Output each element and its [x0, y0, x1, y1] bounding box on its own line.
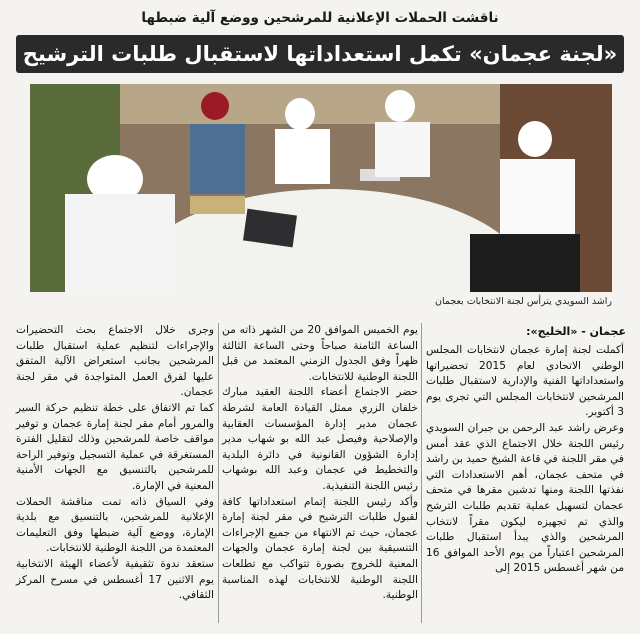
photo-caption: راشد السويدي يترأس لجنة الانتخابات بعجمان [434, 296, 612, 307]
column-1-text: أكملت لجنة إمارة عجمان لانتخابات المجلس الوطني الاتحادي لعام 2015 تحضيراتها واستعداداتها الفنية والإدارية لاستقبال طلبات المرشحين لانتخابات المجلس التي تجرى يوم 3 أكتوبر. وعرض راشد عبد الرحمن بن جبران السويدي رئيس اللجنة خلال الاجتماع الذي عقد أمس في مقر اللجنة في قاعة الشيخ حميد بن راشد في متحف عجمان، أهم الاستعدادات التي نفذتها اللجنة ومنها تدشين مقرها في متحف عجمان لتسهيل عملية تقديم طلبات الترشح والذي تم تجهيزه ليكون مقراً لانتخاب المرشحين والذي يبدأ استقبال طلبات المرشحين اعتباراً من يوم الأحد الموافق 16 من شهر أغسطس 2015 إلى [426, 344, 624, 575]
column-divider [421, 323, 422, 623]
kicker: ناقشت الحملات الإعلانية للمرشحين ووضع آلية ضبطها [141, 10, 499, 26]
headline: «لجنة عجمان» تكمل استعداداتها لاستقبال طلبات الترشيح [22, 42, 618, 66]
column-3-text: وجرى خلال الاجتماع بحث التحضيرات والإجراءات لتنظيم عملية استقبال طلبات المرشحين بجانب استعراض الآلية المتفق عليها لفرق العمل المتواجدة في مقر لجنة عجمان. كما تم الاتفاق على خطة تنظيم حركة السير والمرور أمام مقر لجنة إمارة عجمان و توفير مواقف خاصة للمرشحين وذلك لتقليل الفترة المستغرقة في عملية التسجيل وتوفير الراحة للمرشحين بالتنسيق مع الجهات الأمنية المعنية في الإمارة. وفي السياق ذاته تمت مناقشة الحملات الإعلانية للمرشحين، بالتنسيق مع بلدية الإمارة، ووضع آلية ضبطها وفق التعليمات المعتمدة من اللجنة الوطنية للانتخابات. ستعقد ندوة تثقيفية لأعضاء الهيئة الانتخابية يوم الاثنين 17 أغسطس في مسرح المركز الثقافي. [16, 324, 214, 602]
article-column-1 [426, 343, 624, 577]
dateline: عجمان - «الخليج»: [526, 325, 626, 338]
article-column-2 [222, 323, 418, 604]
column-2-text: يوم الخميس الموافق 20 من الشهر ذاته من الساعة الثامنة صباحاً وحتى الساعة الثالثة ظهراً وفق الجدول الزمني المعتمد من قبل اللجنة الوطنية للانتخابات. حضر الاجتماع أعضاء اللجنة العقيد مبارك خلفان الزري ممثل القيادة العامة لشرطة عجمان مدير إدارة المؤسسات العقابية والإصلاحية وفيصل عبد الله بو شهاب مدير إدارة الشؤون القانونية في دائرة البلدية والتخطيط في عجمان وعبد الله بوشهاب رئيس اللجنة التنفيذية. وأكد رئيس اللجنة إتمام استعداداتها كافة لقبول طلبات الترشيح في مقر لجنة إمارة عجمان، حيث تم الانتهاء من جميع الإجراءات التنسيقية بين لجنة إمارة عجمان والجهات المعنية للخروج بصورة تتواكب مع تطلعات اللجنة الوطنية للانتخابات لهذه المناسبة الوطنية. [222, 324, 418, 602]
meeting-photo [30, 84, 612, 292]
article-column-3 [16, 323, 214, 604]
column-divider [218, 323, 219, 623]
